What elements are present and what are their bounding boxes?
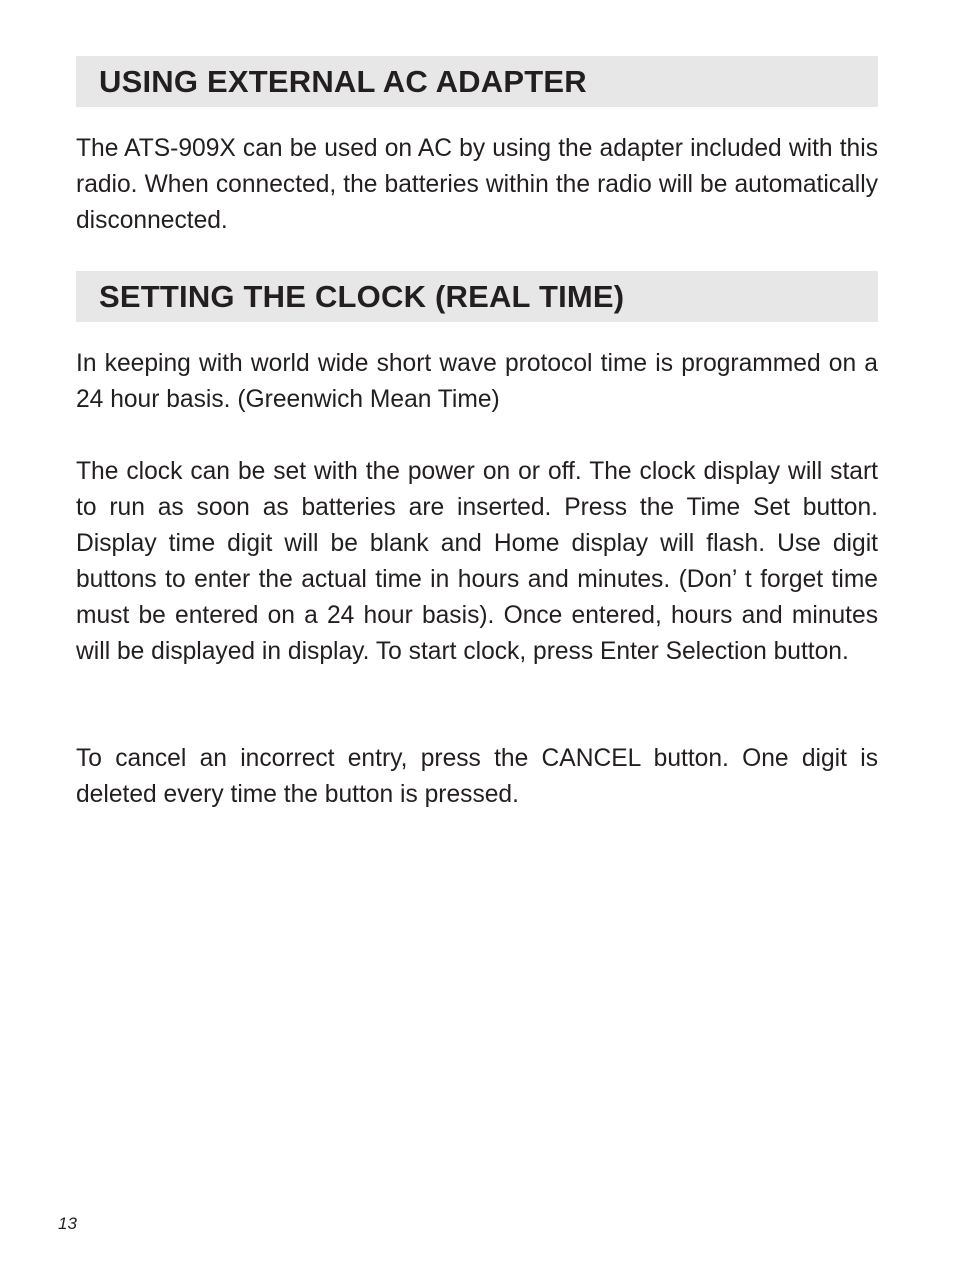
section-header-ac-adapter <box>76 56 878 107</box>
paragraph-clock-protocol: In keeping with world wide short wave protocol time is programmed on a 24 hour basis. (Greenwich Mean Time) <box>76 350 878 413</box>
heading-clock: SETTING THE CLOCK (REAL TIME) <box>99 278 625 314</box>
paragraph-ac-adapter: The ATS-909X can be used on AC by using the adapter included with this radio. When connected, the batteries within the radio will be automatically disconnected. <box>76 135 878 234</box>
paragraph-clock-cancel: To cancel an incorrect entry, press the CANCEL button. One digit is deleted every time the button is pressed. <box>76 745 878 808</box>
page-number: 13 <box>58 1214 77 1233</box>
heading-ac-adapter: USING EXTERNAL AC ADAPTER <box>99 63 587 99</box>
section-header-clock <box>76 271 878 322</box>
paragraph-clock-setting: The clock can be set with the power on or off. The clock display will start to run as soon as batteries are inserted. Press the Time Set button. Display time digit will be blank and Home display will flash. Use digit buttons to enter the actual time in hours and minutes. (Don’ t forget time must be entered on a 24 hour basis). Once entered, hours and minutes will be displayed in display. To start clock, press Enter Selection button. <box>76 458 878 665</box>
